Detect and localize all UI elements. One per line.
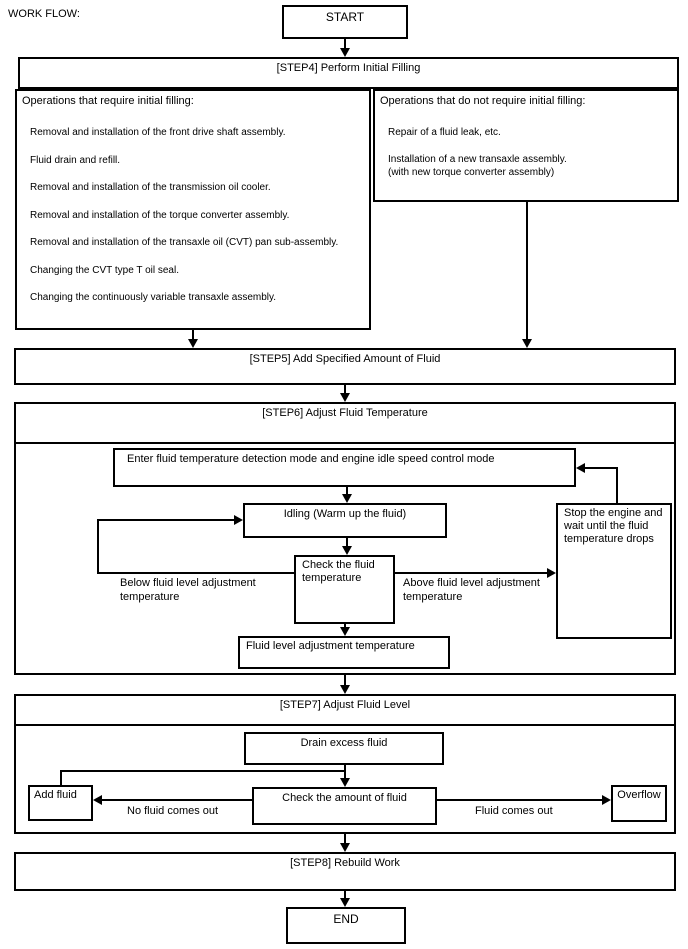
page-title: WORK FLOW:	[8, 8, 80, 20]
flow-line	[395, 572, 549, 574]
flow-line	[100, 799, 254, 801]
below-temp-label: Below fluid level adjustment temperature	[120, 577, 256, 603]
flow-line	[526, 202, 528, 341]
right-column-title: Operations that do not require initial filling:	[380, 95, 586, 107]
enter-mode-node: Enter fluid temperature detection mode and engine idle speed control mode	[113, 448, 576, 487]
arrowhead-down-icon	[342, 494, 352, 503]
flow-line	[97, 519, 237, 521]
fluid-level-temp-node: Fluid level adjustment temperature	[238, 636, 450, 669]
flow-line	[60, 770, 346, 772]
list-item: Removal and installation of the transmission oil cooler.	[30, 182, 271, 193]
overflow-node: Overflow	[611, 785, 667, 822]
start-node: START	[282, 5, 408, 39]
arrowhead-down-icon	[340, 685, 350, 694]
add-fluid-node: Add fluid	[28, 785, 93, 821]
list-item: Installation of a new transaxle assembly.	[388, 154, 567, 165]
list-item: Changing the CVT type T oil seal.	[30, 265, 179, 276]
check-amount-node: Check the amount of fluid	[252, 787, 437, 825]
end-node: END	[286, 907, 406, 944]
check-temp-node: Check the fluid temperature	[294, 555, 395, 624]
idling-node: Idling (Warm up the fluid)	[243, 503, 447, 538]
flow-line	[97, 572, 296, 574]
arrowhead-down-icon	[522, 339, 532, 348]
step4-left-column	[15, 89, 371, 330]
arrowhead-down-icon	[340, 778, 350, 787]
list-item: Fluid drain and refill.	[30, 155, 121, 166]
arrowhead-left-icon	[93, 795, 102, 805]
arrowhead-right-icon	[234, 515, 243, 525]
no-fluid-label: No fluid comes out	[127, 805, 219, 817]
step7-header: [STEP7] Adjust Fluid Level	[16, 696, 674, 726]
list-item: Removal and installation of the torque converter assembly.	[30, 210, 290, 221]
flow-line	[616, 467, 618, 505]
arrowhead-down-icon	[340, 393, 350, 402]
step6-header: [STEP6] Adjust Fluid Temperature	[16, 404, 674, 444]
list-item: Removal and installation of the transaxle oil (CVT) pan sub-assembly.	[30, 237, 339, 248]
stop-engine-node: Stop the engine and wait until the fluid temperature drops	[556, 503, 672, 639]
drain-node: Drain excess fluid	[244, 732, 444, 765]
arrowhead-down-icon	[188, 339, 198, 348]
flow-line	[584, 467, 618, 469]
arrowhead-down-icon	[340, 627, 350, 636]
arrowhead-right-icon	[602, 795, 611, 805]
list-item: Removal and installation of the front drive shaft assembly.	[30, 127, 286, 138]
arrowhead-down-icon	[340, 898, 350, 907]
fluid-out-label: Fluid comes out	[475, 805, 553, 817]
arrowhead-left-icon	[576, 463, 585, 473]
arrowhead-down-icon	[340, 843, 350, 852]
flow-line	[97, 519, 99, 574]
arrowhead-down-icon	[340, 48, 350, 57]
arrowhead-down-icon	[342, 546, 352, 555]
step4-header: [STEP4] Perform Initial Filling	[18, 57, 679, 89]
flow-line	[60, 770, 62, 785]
list-item: Changing the continuously variable transaxle assembly.	[30, 292, 277, 303]
list-item: (with new torque converter assembly)	[388, 167, 555, 178]
above-temp-label: Above fluid level adjustment temperature	[403, 577, 540, 603]
flow-line	[437, 799, 604, 801]
step8-node: [STEP8] Rebuild Work	[14, 852, 676, 891]
list-item: Repair of a fluid leak, etc.	[388, 127, 501, 138]
left-column-title: Operations that require initial filling:	[22, 95, 194, 107]
step4-right-column	[373, 89, 679, 202]
step5-node: [STEP5] Add Specified Amount of Fluid	[14, 348, 676, 385]
